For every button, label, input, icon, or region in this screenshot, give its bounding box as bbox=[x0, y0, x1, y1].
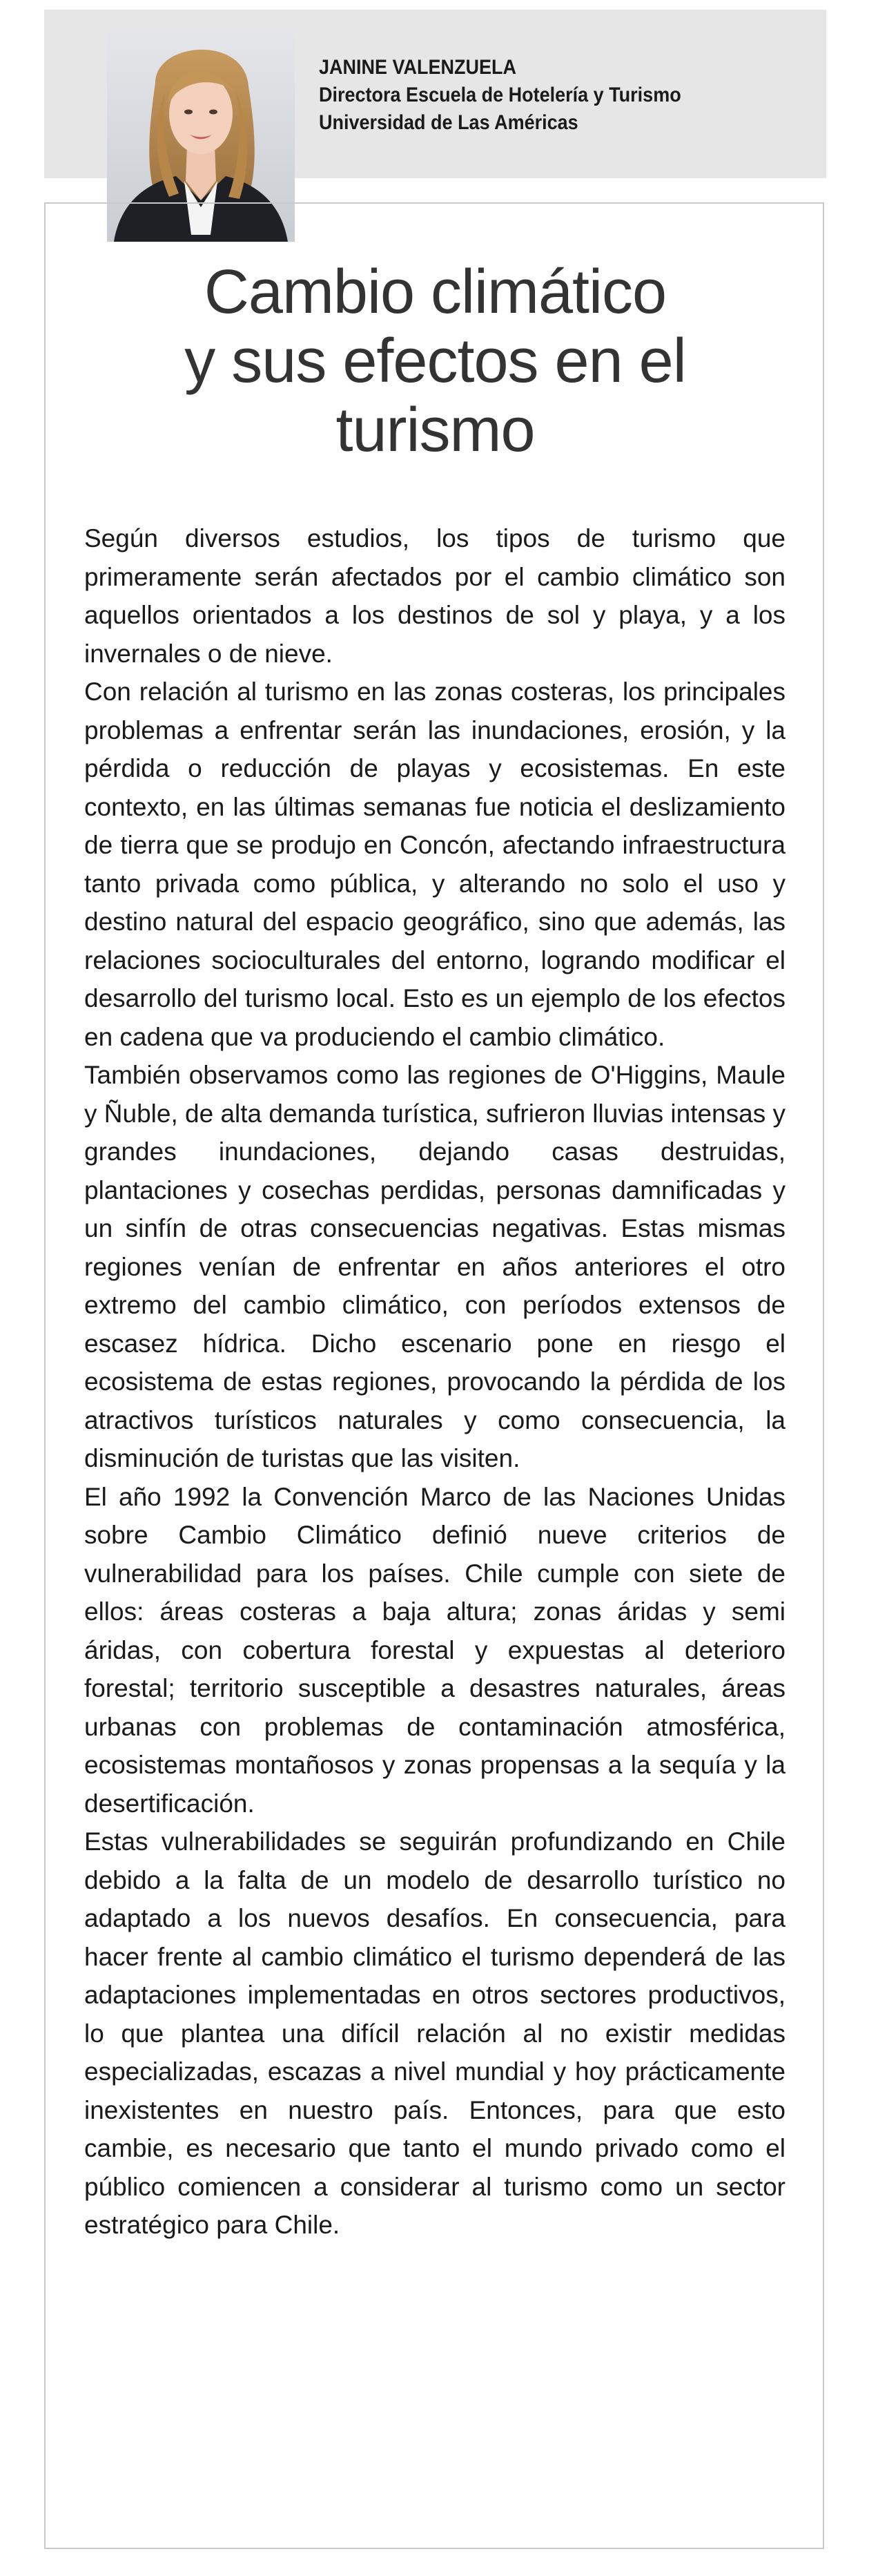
article-paragraph: El año 1992 la Convención Marco de las Naciones Unidas sobre Cambio Climático definió nueve criterios de vulnerabilidad para los países. Chile cumple con siete de ellos: áreas costeras a baja altura; zonas áridas y semi áridas, con cobertura forestal y expuestas al deterioro forestal; territorio susceptible a desastres naturales, áreas urbanas con problemas de contaminación atmosférica, ecosistemas montañosos y zonas propensas a la sequía y la desertificación. bbox=[84, 1482, 786, 1818]
article-paragraph: Según diversos estudios, los tipos de turismo que primeramente serán afectados por el cambio climático son aquellos orientados a los destinos de sol y playa, y a los invernales o de nieve. bbox=[84, 524, 786, 668]
article-paragraph: También observamos como las regiones de O'Higgins, Maule y Ñuble, de alta demanda turística, sufrieron lluvias intensas y grandes inundaciones, dejando casas destruidas, plantaciones y cosechas perdidas, personas damnificadas y un sinfín de otras consecuencias negativas. Estas mismas regiones venían de enfrentar en años anteriores el otro extremo del cambio climático, con períodos extensos de escasez hídrica. Dicho escenario pone en riesgo el ecosistema de estas regiones, provocando la pérdida de los atractivos turísticos naturales y como consecuencia, la disminución de turistas que las visiten. bbox=[84, 1061, 786, 1472]
title-line: y sus efectos en el bbox=[184, 327, 686, 396]
article-title bbox=[44, 258, 826, 465]
author-role: Directora Escuela de Hotelería y Turismo bbox=[319, 84, 681, 106]
author-institution: Universidad de Las Américas bbox=[319, 111, 578, 134]
title-line: turismo bbox=[335, 396, 535, 465]
article-paragraph: Estas vulnerabilidades se seguirán profundizando en Chile debido a la falta de un modelo de desarrollo turístico no adaptado a los nuevos desafíos. En consecuencia, para hacer frente al cambio climático el turismo dependerá de las adaptaciones implementadas en otros sectores productivos, lo que plantea una difícil relación al no existir medidas especializadas, escazas a nivel mundial y hoy prácticamente inexistentes en nuestro país. Entonces, para que esto cambie, es necesario que tanto el mundo privado como el público comiencen a considerar al turismo como un sector estratégico para Chile. bbox=[84, 1827, 786, 2239]
article-paragraph: Con relación al turismo en las zonas costeras, los principales problemas a enfrentar serán las inundaciones, erosión, y la pérdida o reducción de playas y ecosistemas. En este contexto, en las últimas semanas fue noticia el deslizamiento de tierra que se produjo en Concón, afectando infraestructura tanto privada como pública, y alterando no solo el uso y destino natural del espacio geográfico, sino que además, las relaciones socioculturales del entorno, logrando modificar el desarrollo del turismo local. Esto es un ejemplo de los efectos en cadena que va produciendo el cambio climático. bbox=[84, 677, 786, 1051]
author-name: JANINE VALENZUELA bbox=[319, 56, 517, 79]
article-body bbox=[84, 519, 786, 2245]
title-line: Cambio climático bbox=[204, 258, 667, 327]
author-info bbox=[319, 54, 754, 137]
